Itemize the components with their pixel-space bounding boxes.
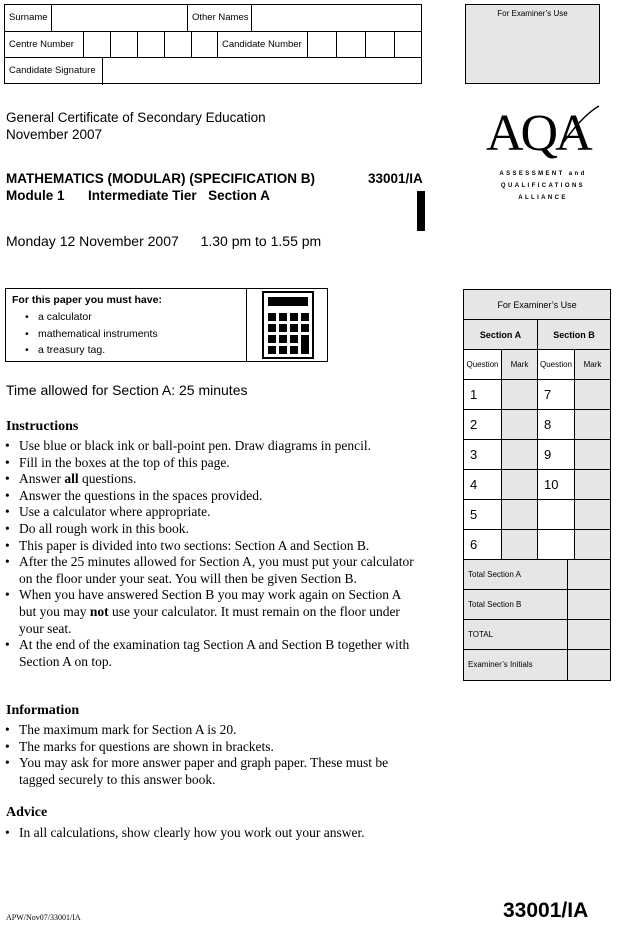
- centre-number-digit[interactable]: [164, 32, 191, 58]
- question-number-b: 7: [537, 380, 574, 409]
- centre-number-digit[interactable]: [191, 32, 217, 58]
- total-row: [464, 560, 610, 590]
- total-label: Total Section B: [468, 600, 522, 609]
- total-label: TOTAL: [468, 630, 494, 639]
- information-heading: Information: [6, 703, 80, 718]
- list-item: • Fill in the boxes at the top of this page.: [5, 455, 420, 472]
- list-item: • The marks for questions are shown in brackets.: [5, 739, 420, 756]
- mark-cell-b[interactable]: [574, 500, 610, 529]
- qualification: General Certificate of Secondary Education: [6, 110, 266, 125]
- list-item: • mathematical instruments: [12, 326, 240, 343]
- signature-field[interactable]: [102, 58, 423, 85]
- surname-row: [5, 5, 421, 32]
- list-item: • Do all rough work in this book.: [5, 521, 420, 538]
- question-row: [464, 470, 610, 500]
- footer-code: 33001/IA: [503, 899, 589, 922]
- centre-number-label: Centre Number: [9, 38, 74, 50]
- initials-cell[interactable]: [567, 650, 610, 680]
- centre-number-digit[interactable]: [83, 32, 110, 58]
- list-item: • After the 25 minutes allowed for Section A, you must put your calculator on the floor under your seat. You will then be given Section B.: [5, 554, 420, 587]
- total-row: [464, 620, 610, 650]
- exam-date-time: [6, 233, 321, 249]
- aqa-wordmark: [484, 100, 602, 160]
- list-item: • Use a calculator where appropriate.: [5, 504, 420, 521]
- mark-cell-b[interactable]: [574, 470, 610, 499]
- session: November 2007: [6, 127, 103, 142]
- calculator-icon: [262, 291, 314, 359]
- question-number-b: 8: [537, 410, 574, 439]
- list-item: • a treasury tag.: [12, 342, 240, 359]
- question-row: [464, 410, 610, 440]
- materials-heading: For this paper you must have:: [12, 294, 162, 306]
- mark-header: Mark: [501, 350, 537, 379]
- candidate-number-digit[interactable]: [365, 32, 394, 58]
- question-number-a: 5: [464, 500, 501, 529]
- question-row: [464, 440, 610, 470]
- centre-number-digit[interactable]: [110, 32, 137, 58]
- total-row: [464, 590, 610, 620]
- list-item: • This paper is divided into two sections: Section A and Section B.: [5, 538, 420, 555]
- question-number-b: 9: [537, 440, 574, 469]
- mark-cell-a[interactable]: [501, 500, 537, 529]
- mark-cell-a[interactable]: [501, 410, 537, 439]
- materials-list: [12, 309, 240, 359]
- candidate-number-digit[interactable]: [394, 32, 423, 58]
- list-item: • You may ask for more answer paper and graph paper. These must be tagged securely to this answer book.: [5, 755, 420, 788]
- tier-marker-bar: [417, 191, 425, 231]
- logo-line-1: ASSESSMENT and: [499, 171, 587, 177]
- module-line: [6, 187, 270, 204]
- examiner-marks-grid: [463, 289, 611, 681]
- mark-header: Mark: [574, 350, 610, 379]
- mark-cell-a[interactable]: [501, 380, 537, 409]
- instructions-heading: Instructions: [6, 419, 79, 434]
- instructions-list: [5, 438, 420, 670]
- list-item: • In all calculations, show clearly how you work out your answer.: [5, 825, 420, 842]
- subject-title: MATHEMATICS (MODULAR) (SPECIFICATION B): [6, 171, 315, 186]
- total-row: [464, 650, 610, 680]
- mark-cell-b[interactable]: [574, 410, 610, 439]
- total-label: Examiner’s Initials: [468, 660, 533, 669]
- section-b-header: Section B: [537, 320, 610, 349]
- section-a-header: Section A: [479, 330, 522, 340]
- advice-list: [5, 825, 420, 842]
- centre-number-digit[interactable]: [137, 32, 164, 58]
- aqa-logo: [484, 100, 602, 204]
- question-number-a: 2: [464, 410, 501, 439]
- question-number-b: [537, 530, 574, 559]
- candidate-number-label: Candidate Number: [217, 32, 307, 58]
- grid-section-row: [464, 320, 610, 350]
- mark-cell-a[interactable]: [501, 470, 537, 499]
- question-number-b: [537, 500, 574, 529]
- grid-title: For Examiner’s Use: [464, 290, 610, 320]
- other-names-label: Other Names: [187, 5, 251, 31]
- total-mark-cell[interactable]: [567, 590, 610, 619]
- grid-column-header-row: [464, 350, 610, 380]
- section: Section A: [208, 188, 270, 203]
- question-number-a: 1: [464, 380, 501, 409]
- question-row: [464, 530, 610, 560]
- candidate-number-digit[interactable]: [336, 32, 365, 58]
- examiner-use-box: For Examiner’s Use: [465, 4, 600, 84]
- list-item: • The maximum mark for Section A is 20.: [5, 722, 420, 739]
- exam-date: Monday 12 November 2007: [6, 233, 179, 249]
- aqa-text: AQA: [486, 105, 590, 160]
- question-header: Question: [537, 350, 574, 379]
- question-row: [464, 500, 610, 530]
- time-allowed: Time allowed for Section A: 25 minutes: [6, 382, 248, 398]
- mark-cell-b[interactable]: [574, 440, 610, 469]
- tier: Intermediate Tier: [88, 188, 197, 203]
- mark-cell-a[interactable]: [501, 440, 537, 469]
- materials-list-area: [6, 289, 246, 361]
- mark-cell-a[interactable]: [501, 530, 537, 559]
- module: Module 1: [6, 188, 65, 203]
- logo-line-2: QUALIFICATIONS: [500, 183, 586, 189]
- footer-reference: APW/Nov07/33001/IA: [6, 913, 81, 922]
- logo-line-3: ALLIANCE: [518, 195, 568, 201]
- question-number-a: 6: [464, 530, 501, 559]
- advice-heading: Advice: [6, 805, 48, 820]
- total-mark-cell[interactable]: [567, 560, 610, 589]
- list-item: • Answer the questions in the spaces provided.: [5, 488, 420, 505]
- question-number-a: 3: [464, 440, 501, 469]
- signature-label: Candidate Signature: [9, 65, 96, 77]
- other-names-field[interactable]: [251, 5, 423, 31]
- numbers-row: [5, 32, 421, 59]
- exam-time: 1.30 pm to 1.55 pm: [200, 233, 322, 249]
- surname-label: Surname: [9, 12, 48, 23]
- surname-field[interactable]: [51, 5, 187, 31]
- list-item: • Use blue or black ink or ball-point pen. Draw diagrams in pencil.: [5, 438, 420, 455]
- information-list: [5, 722, 420, 788]
- list-item: • a calculator: [12, 309, 240, 326]
- signature-row: [5, 58, 421, 85]
- paper-code: 33001/IA: [368, 171, 423, 186]
- question-number-a: 4: [464, 470, 501, 499]
- mark-cell-b[interactable]: [574, 380, 610, 409]
- question-header: Question: [464, 350, 501, 379]
- total-mark-cell[interactable]: [567, 620, 610, 649]
- question-number-b: 10: [537, 470, 574, 499]
- question-row: [464, 380, 610, 410]
- candidate-number-digit[interactable]: [307, 32, 336, 58]
- list-item: • Answer all questions.: [5, 471, 420, 488]
- total-label: Total Section A: [468, 570, 521, 579]
- mark-cell-b[interactable]: [574, 530, 610, 559]
- candidate-details-box: [4, 4, 422, 84]
- list-item: • At the end of the examination tag Section A and Section B together with Section A on top.: [5, 637, 420, 670]
- list-item: • When you have answered Section B you may work again on Section A but you may not use your calculator. It must remain on the floor under your seat.: [5, 587, 420, 637]
